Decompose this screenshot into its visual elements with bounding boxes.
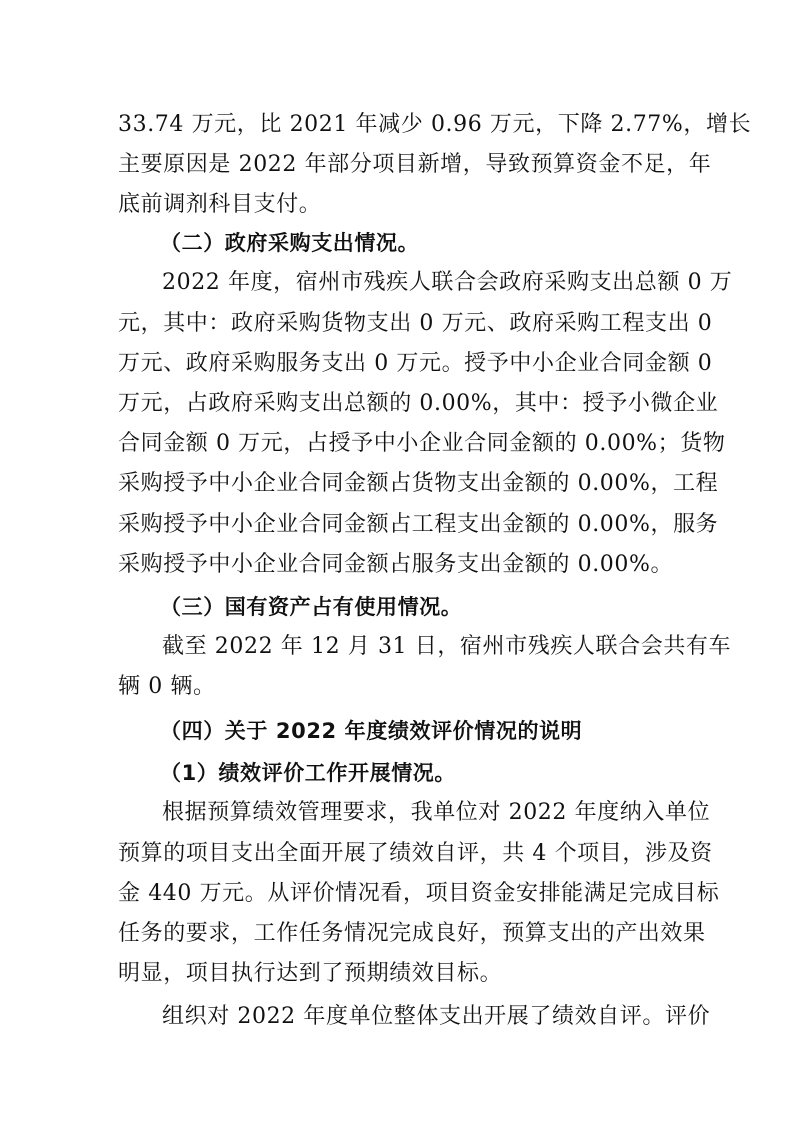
section-heading-performance-evaluation: （四）关于 2022 年度绩效评价情况的说明 (160, 719, 583, 743)
body-text-line: 主要原因是 2022 年部分项目新增，导致预算资金不足，年 (118, 152, 712, 177)
section-heading-state-assets: （三）国有资产占有使用情况。 (160, 595, 463, 619)
body-text-line: 预算的项目支出全面开展了绩效自评，共 4 个项目，涉及资 (118, 841, 713, 866)
body-text-line: 采购授予中小企业合同金额占货物支出金额的 0.00%，工程 (118, 471, 719, 496)
body-text-line: 采购授予中小企业合同金额占服务支出金额的 0.00%。 (118, 552, 674, 577)
body-text-line: 截至 2022 年 12 月 31 日，宿州市残疾人联合会共有车 (162, 634, 732, 659)
body-text-line: 采购授予中小企业合同金额占工程支出金额的 0.00%，服务 (118, 512, 719, 537)
body-text-line: 33.74 万元，比 2021 年减少 0.96 万元，下降 2.77%，增长 (118, 112, 752, 137)
body-text-line: 组织对 2022 年度单位整体支出开展了绩效自评。评价 (162, 1004, 711, 1029)
body-text-line: 万元、政府采购服务支出 0 万元。授予中小企业合同金额 0 (118, 351, 713, 376)
body-text-line: 合同金额 0 万元，占授予中小企业合同金额的 0.00%；货物 (118, 431, 726, 456)
body-text-line: 万元，占政府采购支出总额的 0.00%，其中：授予小微企业 (118, 391, 719, 416)
body-text-line: 金 440 万元。从评价情况看，项目资金安排能满足完成目标 (118, 881, 720, 906)
body-text-line: 辆 0 辆。 (118, 674, 216, 699)
body-text-line: 底前调剂科目支付。 (118, 192, 322, 217)
body-text-line: 明显，项目执行达到了预期绩效目标。 (118, 961, 503, 986)
body-text-line: 任务的要求，工作任务情况完成良好，预算支出的产出效果 (118, 921, 706, 946)
body-text-line: 元，其中：政府采购货物支出 0 万元、政府采购工程支出 0 (118, 311, 713, 336)
body-text-line: 2022 年度，宿州市残疾人联合会政府采购支出总额 0 万 (162, 270, 733, 295)
subsection-heading-evaluation-work: （1）绩效评价工作开展情况。 (160, 761, 457, 785)
body-text-line: 根据预算绩效管理要求，我单位对 2022 年度纳入单位 (162, 800, 711, 825)
section-heading-procurement: （二）政府采购支出情况。 (160, 231, 420, 255)
